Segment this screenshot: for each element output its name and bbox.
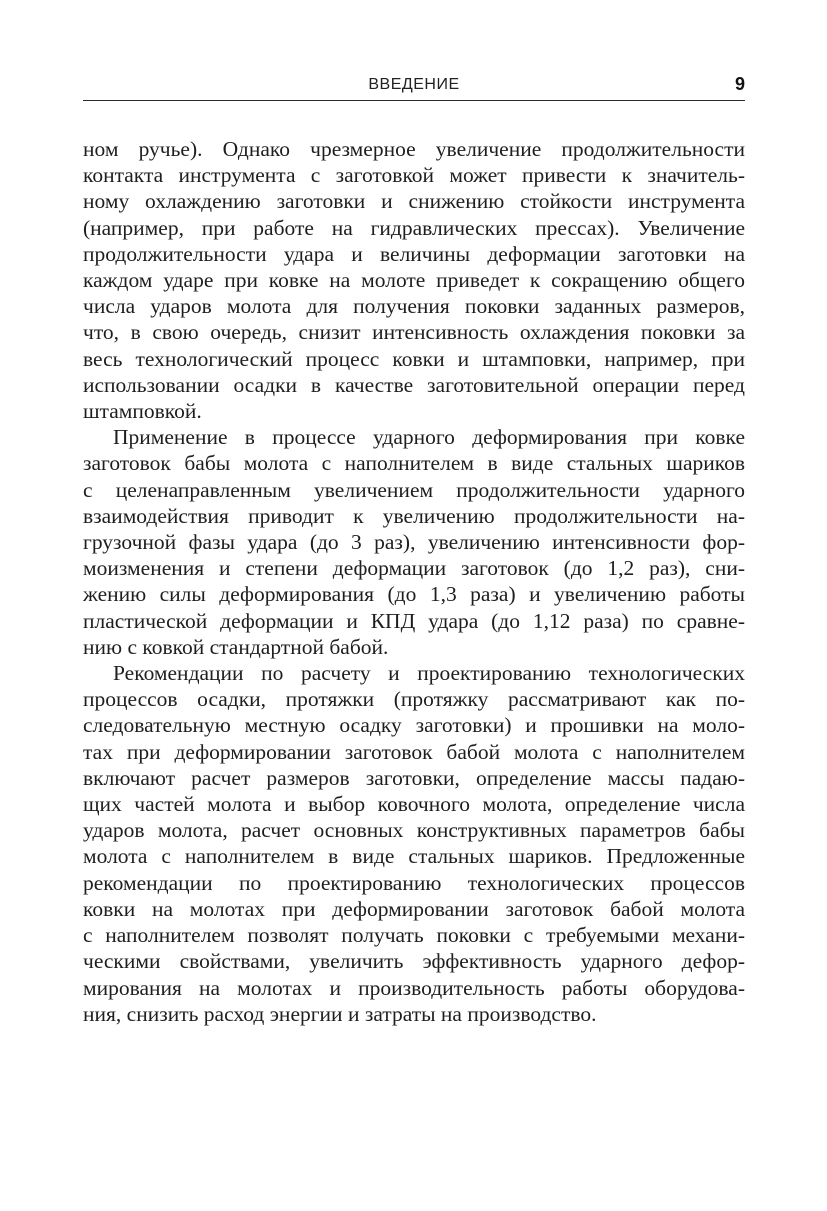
text-line: моизменения и степени деформации заготовок (до 1,2 раз), сни- bbox=[83, 556, 745, 581]
text-line: процессов осадки, протяжки (протяжку рассматривают как по- bbox=[83, 687, 745, 712]
text-line: использовании осадки в качестве заготовительной операции перед bbox=[83, 372, 745, 397]
text-line: пластической деформации и КПД удара (до 1,12 раза) по сравне- bbox=[83, 608, 745, 633]
paragraph-2 bbox=[83, 424, 745, 660]
text-line: ковки на молотах при деформировании заготовок бабой молота bbox=[83, 896, 745, 921]
text-line: жению силы деформирования (до 1,3 раза) и увеличению работы bbox=[83, 582, 745, 607]
text-line: нию с ковкой стандартной бабой. bbox=[83, 634, 389, 659]
text-line: каждом ударе при ковке на молоте приведет к сокращению общего bbox=[83, 268, 745, 293]
text-line: контакта инструмента с заготовкой может привести к значитель- bbox=[83, 163, 745, 188]
text-line: щих частей молота и выбор ковочного молота, определение числа bbox=[83, 792, 745, 817]
text-line: весь технологический процесс ковки и штамповки, например, при bbox=[83, 346, 745, 371]
text-line: молота с наполнителем в виде стальных шариков. Предложенные bbox=[83, 844, 745, 869]
body-text bbox=[83, 136, 745, 1027]
page-number: 9 bbox=[734, 74, 745, 94]
text-line: включают расчет размеров заготовки, определение массы падаю- bbox=[83, 765, 745, 790]
text-line: что, в свою очередь, снизит интенсивность охлаждения поковки за bbox=[83, 320, 745, 345]
text-line: продолжительности удара и величины деформации заготовки на bbox=[83, 241, 745, 266]
text-line: ном ручье). Однако чрезмерное увеличение продолжительности bbox=[83, 137, 745, 161]
text-line: мирования на молотах и производительность работы оборудова- bbox=[83, 975, 745, 1000]
text-line: числа ударов молота для получения поковки заданных размеров, bbox=[83, 294, 745, 319]
paragraph-3 bbox=[83, 660, 745, 1027]
text-line: Применение в процессе ударного деформирования при ковке bbox=[113, 425, 745, 450]
text-line: грузочной фазы удара (до 3 раз), увеличению интенсивности фор- bbox=[83, 530, 745, 555]
text-line: с наполнителем позволят получать поковки с требуемыми механи- bbox=[83, 923, 745, 948]
text-line: ния, снизить расход энергии и затраты на производство. bbox=[83, 1001, 597, 1026]
running-header bbox=[83, 74, 745, 101]
text-line: (например, при работе на гидравлических прессах). Увеличение bbox=[83, 215, 745, 240]
text-line: следовательную местную осадку заготовки) и прошивки на моло- bbox=[83, 713, 745, 738]
text-line: Рекомендации по расчету и проектированию технологических bbox=[113, 661, 745, 686]
text-line: с целенаправленным увеличением продолжительности ударного bbox=[83, 477, 745, 502]
text-line: заготовок бабы молота с наполнителем в виде стальных шариков bbox=[83, 451, 745, 476]
section-title: ВВЕДЕНИЕ bbox=[368, 76, 460, 93]
text-line: ному охлаждению заготовки и снижению стойкости инструмента bbox=[83, 189, 745, 214]
text-line: взаимодействия приводит к увеличению продолжительности на- bbox=[83, 503, 745, 528]
text-line: рекомендации по проектированию технологических процессов bbox=[83, 870, 745, 895]
paragraph-1 bbox=[83, 136, 745, 424]
text-line: тах при деформировании заготовок бабой молота с наполнителем bbox=[83, 739, 745, 764]
text-line: ударов молота, расчет основных конструктивных параметров бабы bbox=[83, 818, 745, 843]
text-line: штамповкой. bbox=[83, 399, 202, 424]
text-line: ческими свойствами, увеличить эффективность ударного дефор- bbox=[83, 949, 745, 974]
